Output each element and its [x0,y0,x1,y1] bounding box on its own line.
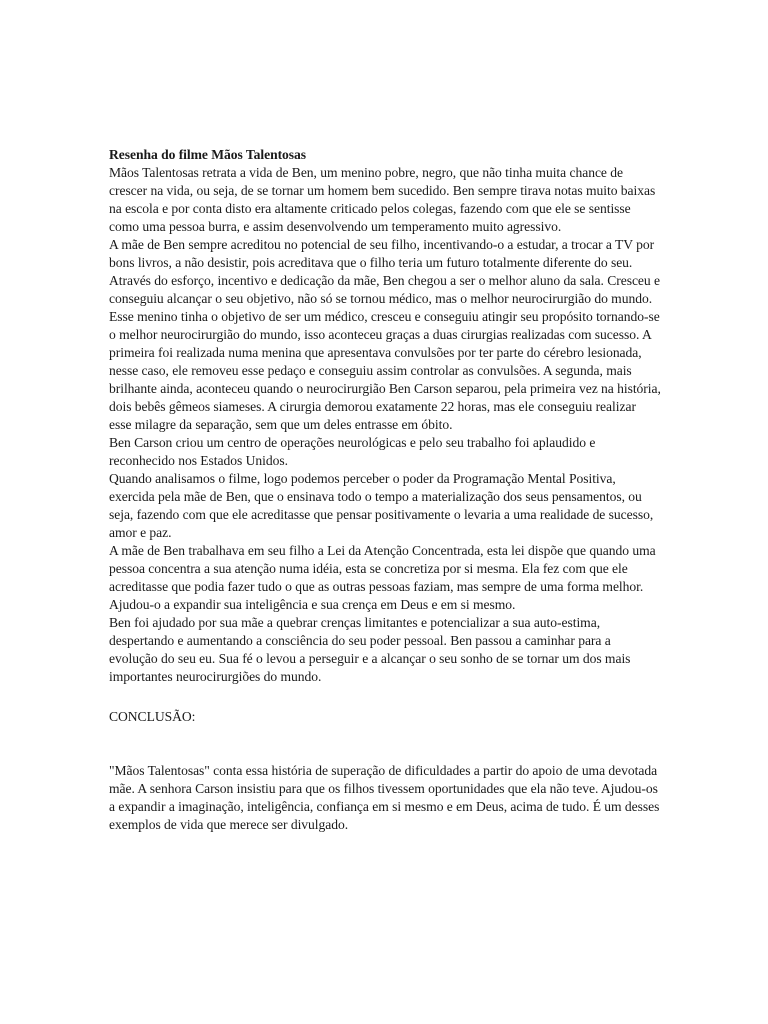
paragraph-2: A mãe de Ben sempre acreditou no potencial de seu filho, incentivando-o a estudar, a trocar a TV por bons livros, a não desistir, pois acreditava que o filho teria um futuro totalmente diferente do seu. [109,237,655,270]
conclusion-paragraph: "Mãos Talentosas" conta essa história de superação de dificuldades a partir do apoio de uma devotada mãe. A senhora Carson insistiu para que os filhos tivessem oportunidades que ela não teve. Ajudou-os a expandir a imaginação, inteligência, confiança em si mesmo e em Deus, acima de tudo. É um desses exemplos de vida que merece ser divulgado. [109,763,660,832]
spacer [109,726,661,762]
spacer [109,686,661,708]
paragraph-5: Quando analisamos o filme, logo podemos perceber o poder da Programação Mental Positiva, exercida pela mãe de Ben, que o ensinava todo o tempo a materialização dos seus pensamentos, ou seja, fazendo com que ele acreditasse que pensar positivamente o levaria a uma realidade de sucesso, amor e paz. [109,471,654,540]
paragraph-3: Através do esforço, incentivo e dedicação da mãe, Ben chegou a ser o melhor aluno da sala. Cresceu e conseguiu alcançar o seu objetivo, não só se tornou médico, mas o melhor neurocirurgião do mundo. Esse menino tinha o objetivo de ser um médico, cresceu e conseguiu atingir seu propósito tornando-se o melhor neurocirurgião do mundo, isso aconteceu graças a duas cirurgias realizadas com sucesso. A primeira foi realizada numa menina que apresentava convulsões por ter parte do cérebro lesionada, nesse caso, ele removeu esse pedaço e conseguiu assim controlar as convulsões. A segunda, mais brilhante ainda, aconteceu quando o neurocirurgião Ben Carson separou, pela primeira vez na história, dois bebês gêmeos siameses. A cirurgia demorou exatamente 22 horas, mas ele conseguiu realizar esse milagre da separação, sem que um deles entrasse em óbito. [109,273,661,432]
paragraph-1: Mãos Talentosas retrata a vida de Ben, um menino pobre, negro, que não tinha muita chance de crescer na vida, ou seja, de se tornar um homem bem sucedido. Ben sempre tirava notas muito baixas na escola e por conta disto era altamente criticado pelos colegas, fazendo com que ele se sentisse como uma pessoa burra, e assim desenvolvendo um temperamento muito agressivo. [109,165,656,234]
paragraph-4: Ben Carson criou um centro de operações neurológicas e pelo seu trabalho foi aplaudido e reconhecido nos Estados Unidos. [109,435,596,468]
document-title: Resenha do filme Mãos Talentosas [109,147,307,162]
document-page [109,146,661,834]
paragraph-7: Ben foi ajudado por sua mãe a quebrar crenças limitantes e potencializar a sua auto-estima, despertando e aumentando a consciência do seu poder pessoal. Ben passou a caminhar para a evolução do seu eu. Sua fé o levou a perseguir e a alcançar o seu sonho de se tornar um dos mais importantes neurocirurgiões do mundo. [109,615,631,684]
paragraph-6: A mãe de Ben trabalhava em seu filho a Lei da Atenção Concentrada, esta lei dispõe que quando uma pessoa concentra a sua atenção numa idéia, esta se concretiza por si mesma. Ela fez com que ele acreditasse que podia fazer tudo o que as outras pessoas faziam, mas sempre de uma forma melhor. Ajudou-o a expandir sua inteligência e sua crença em Deus e em si mesmo. [109,543,656,612]
conclusion-heading: CONCLUSÃO: [109,709,196,724]
